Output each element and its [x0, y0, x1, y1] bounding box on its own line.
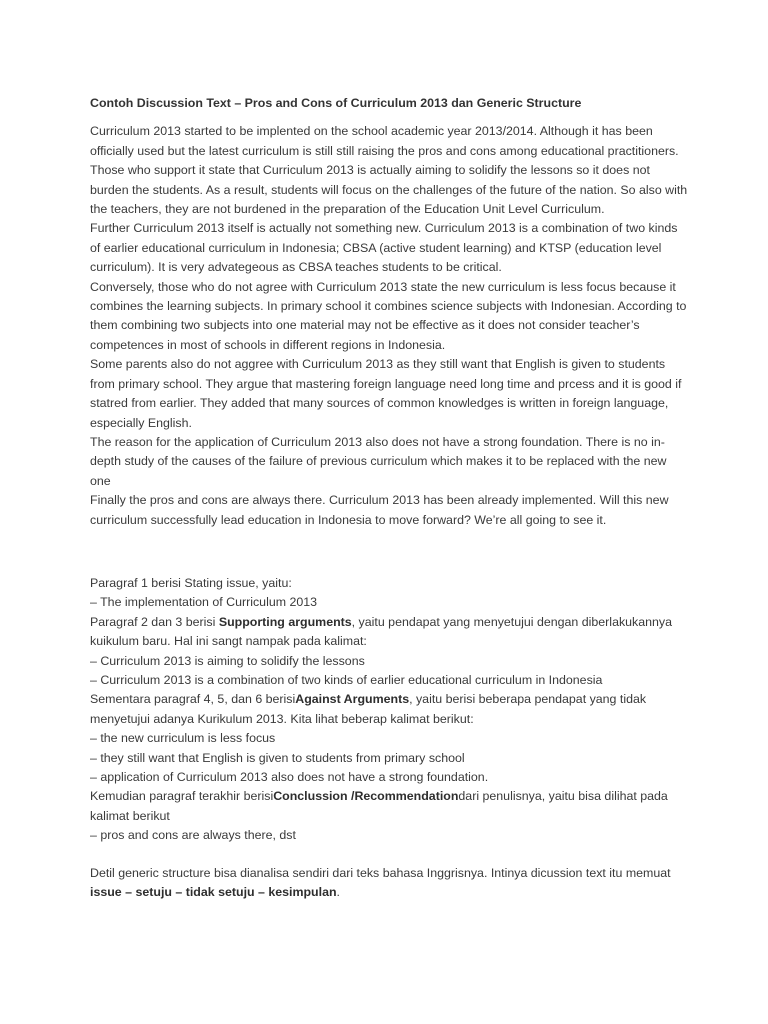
supporting-prefix: Paragraf 2 dan 3 berisi [90, 614, 219, 629]
article-paragraph-5: Some parents also do not aggree with Curriculum 2013 as they still want that English is given to students from primary school. They argue that mastering foreign language need long time and prcess and it is good if statred from earlier. They added that many sources of common knowledges is written in foreign language, especially English. [90, 357, 682, 430]
analysis-issue-item: – The implementation of Curriculum 2013 [90, 595, 318, 610]
analysis-supporting-line [90, 613, 690, 652]
analysis-against-line [90, 690, 690, 729]
article-paragraph-7: Finally the pros and cons are always there. Curriculum 2013 has been already implemented. Will this new curriculum successfully lead education in Indonesia to move forward? We’re all going to see it. [90, 493, 669, 527]
supporting-arguments-label: Supporting arguments [218, 614, 352, 629]
supporting-suffix: , yaitu pendapat yang menyetujui dengan diberlakukannya kuikulum baru. Hal ini sangt nampak pada kalimat: [90, 614, 672, 649]
closing-prefix: Detil generic structure bisa dianalisa sendiri dari teks bahasa Inggrisnya. Intinya dicussion text itu memuat [90, 865, 671, 880]
article-paragraph-2: Those who support it state that Curriculum 2013 is actually aiming to solidify the lessons so it does not burden the students. As a result, students will focus on the challenges of the future of the nation. So also with the teachers, they are not burdened in the preparation of the Education Unit Level Curriculum. [90, 163, 688, 217]
article-paragraph-6: The reason for the application of Curriculum 2013 also does not have a strong foundation. There is no in-depth study of the causes of the failure of previous curriculum which makes it to be replaced with the new one [90, 434, 667, 488]
closing-suffix: . [336, 885, 340, 900]
section-spacer [90, 530, 690, 574]
closing-paragraph [90, 864, 690, 903]
article-paragraph-4: Conversely, those who do not agree with Curriculum 2013 state the new curriculum is less focus because it combines the learning subjects. In primary school it combines science subjects with Indonesian. According to them combining two subjects into one material may not be effective as it does not consider teacher’s competences in most of schools in different regions in Indonesia. [90, 279, 687, 352]
conclusion-label: Conclussion /Recommendation [273, 789, 459, 804]
document-page [90, 94, 690, 902]
document-title: Contoh Discussion Text – Pros and Cons of Curriculum 2013 dan Generic Structure [90, 96, 582, 110]
structure-analysis [90, 574, 690, 846]
against-suffix: , yaitu berisi beberapa pendapat yang tidak menyetujui adanya Kurikulum 2013. Kita lihat beberap kalimat berikut: [90, 692, 647, 726]
conclusion-prefix: Kemudian paragraf terakhir berisi [90, 789, 274, 804]
analysis-against-item-1: – the new curriculum is less focus [90, 731, 276, 746]
article-paragraph-1: Curriculum 2013 started to be implented on the school academic year 2013/2014. Although it has been officially used but the latest curriculum is still still raising the pros and cons among educational practitioners. [90, 124, 679, 158]
against-prefix: Sementara paragraf 4, 5, dan 6 berisi [90, 692, 296, 707]
analysis-conclusion-item: – pros and cons are always there, dst [90, 828, 296, 843]
analysis-conclusion-line [90, 787, 690, 826]
discussion-text [90, 122, 690, 530]
analysis-supporting-item-2: – Curriculum 2013 is a combination of two kinds of earlier educational curriculum in Indonesia [90, 672, 603, 687]
closing-summary: issue – setuju – tidak setuju – kesimpulan [90, 885, 337, 900]
article-paragraph-3: Further Curriculum 2013 itself is actually not something new. Curriculum 2013 is a combination of two kinds of earlier educational curriculum in Indonesia; CBSA (active student learning) and KTSP (education level curriculum). It is very advategeous as CBSA teaches students to be critical. [90, 221, 678, 275]
section-spacer [90, 846, 690, 864]
analysis-against-item-2: – they still want that English is given to students from primary school [90, 750, 465, 765]
conclusion-suffix: dari penulisnya, yaitu bisa dilihat pada kalimat berikut [90, 789, 668, 823]
analysis-issue-line: Paragraf 1 berisi Stating issue, yaitu: [90, 575, 292, 590]
analysis-against-item-3: – application of Curriculum 2013 also does not have a strong foundation. [90, 770, 489, 784]
analysis-supporting-item-1: – Curriculum 2013 is aiming to solidify the lessons [90, 653, 365, 668]
against-arguments-label: Against Arguments [295, 692, 410, 707]
